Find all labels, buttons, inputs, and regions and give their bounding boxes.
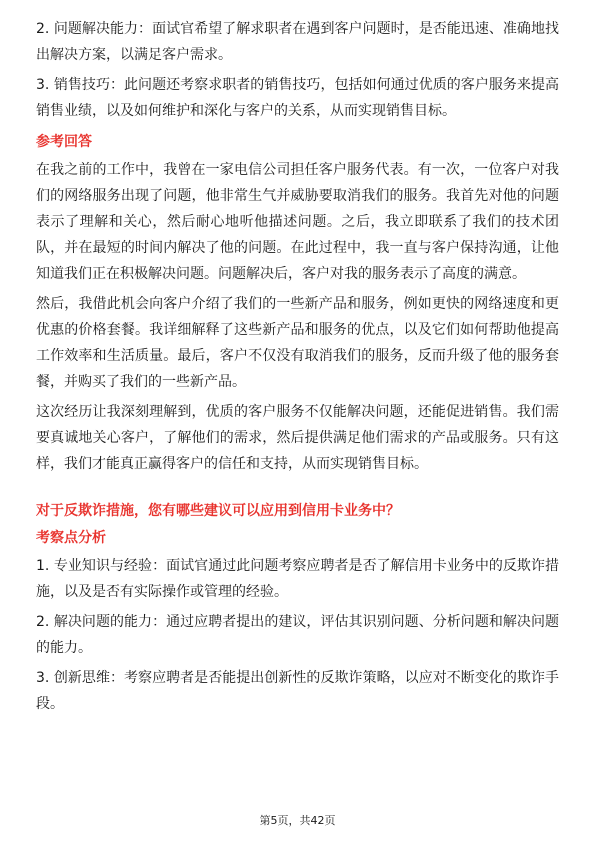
analysis-heading: 考察点分析 [36,530,106,546]
page-number: 第5页，共42页 [259,814,336,827]
question2-item-3: 3. 创新思维：考察应聘者是否能提出创新性的反欺诈策略，以应对不断变化的欺诈手段。 [36,670,559,712]
answer-paragraph-1: 在我之前的工作中，我曾在一家电信公司担任客户服务代表。有一次，一位客户对我们的网络服务出现了问题，他非常生气并威胁要取消我们的服务。我首先对他的问题表示了理解和关心，然后耐心地听他描述问题。之后，我立即联系了我们的技术团队，并在最短的时间内解决了他的问题。在此过程中，我一直与客户保持沟通，让他知道我们正在积极解决问题。问题解决后，客户对我的服务表示了高度的满意。 [36,162,559,282]
analysis-item-3: 3. 销售技巧：此问题还考察求职者的销售技巧，包括如何通过优质的客户服务来提高销售业绩，以及如何维护和深化与客户的关系，从而实现销售目标。 [36,77,559,119]
page-content [36,16,559,721]
analysis-item-2: 2. 问题解决能力：面试官希望了解求职者在遇到客户问题时，是否能迅速、准确地找出解决方案，以满足客户需求。 [36,21,559,63]
reference-answer-heading: 参考回答 [36,134,92,150]
answer-paragraph-3: 这次经历让我深刻理解到，优质的客户服务不仅能解决问题，还能促进销售。我们需要真诚地关心客户，了解他们的需求，然后提供满足他们需求的产品或服务。只有这样，我们才能真正赢得客户的信任和支持，从而实现销售目标。 [36,404,559,472]
question-title: 对于反欺诈措施，您有哪些建议可以应用到信用卡业务中？ [36,503,400,519]
answer-paragraph-2: 然后，我借此机会向客户介绍了我们的一些新产品和服务，例如更快的网络速度和更优惠的价格套餐。我详细解释了这些新产品和服务的优点，以及它们如何帮助他提高工作效率和生活质量。最后，客户不仅没有取消我们的服务，反而升级了他的服务套餐，并购买了我们的一些新产品。 [36,296,559,390]
question2-item-2: 2. 解决问题的能力：通过应聘者提出的建议，评估其识别问题、分析问题和解决问题的能力。 [36,614,559,656]
question2-item-1: 1. 专业知识与经验：面试官通过此问题考察应聘者是否了解信用卡业务中的反欺诈措施，以及是否有实际操作或管理的经验。 [36,558,559,600]
